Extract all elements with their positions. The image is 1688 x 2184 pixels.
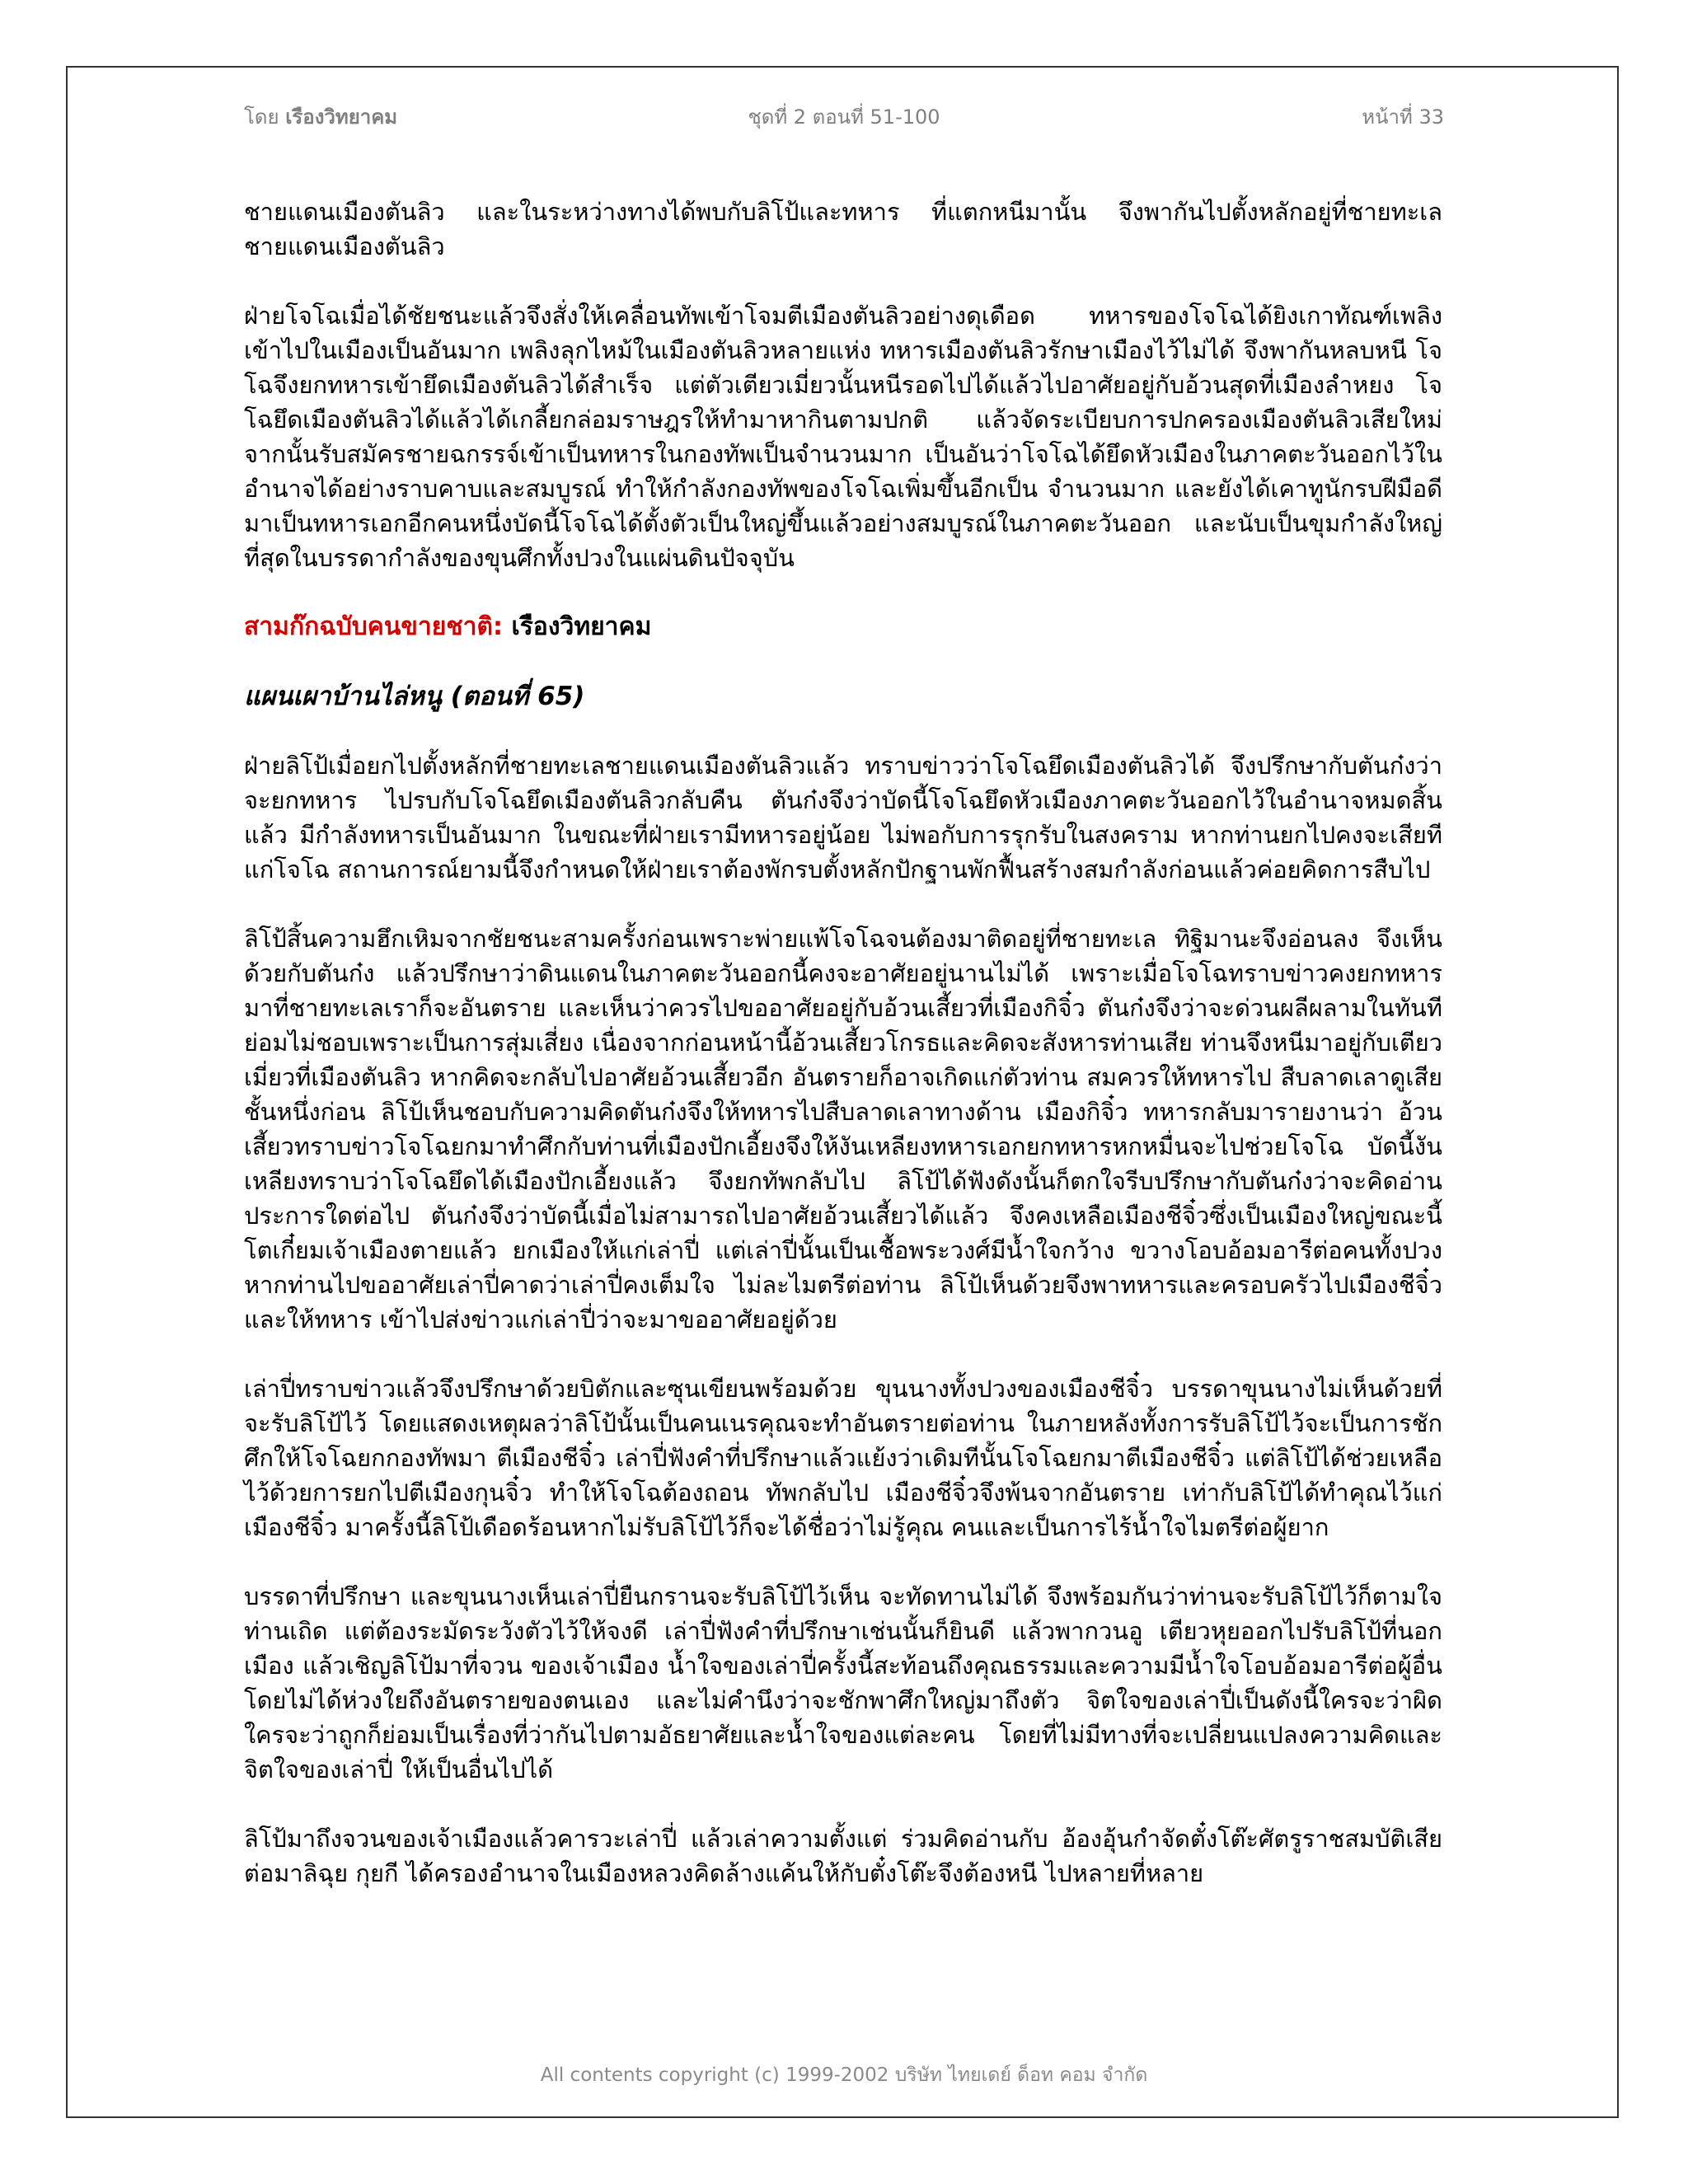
page-header bbox=[244, 101, 1444, 134]
copyright-footer: All contents copyright (c) 1999-2002 บริษัท ไทยเดย์ ด็อท คอม จำกัด bbox=[540, 2064, 1148, 2086]
heading-label: สามก๊กฉบับคนขายชาติ: bbox=[244, 612, 503, 641]
paragraph: เล่าปี่ทราบข่าวแล้วจึงปรึกษาด้วยบิตักและซุนเขียนพร้อมด้วย ขุนนางทั้งปวงของเมืองชีจิ๋ว บรรดาขุนนางไม่เห็นด้วยที่จะรับลิโป้ไว้ โดยแสดงเหตุผลว่าลิโป้นั้นเป็นคนเนรคุณจะทำอันตรายต่อท่าน ในภายหลังทั้งการรับลิโป้ไว้จะเป็นการชักศึกให้โจโฉยกกองทัพมา ตีเมืองชีจิ๋ว เล่าปี่ฟังคำที่ปรึกษาแล้วแย้งว่าเดิมทีนั้นโจโฉยกมาตีเมืองชีจิ๋ว แต่ลิโป้ได้ช่วยเหลือไว้ด้วยการยกไปตีเมืองกุนจิ๋ว ทำให้โจโฉต้องถอน ทัพกลับไป เมืองชีจิ๋วจึงพ้นจากอันตราย เท่ากับลิโป้ได้ทำคุณไว้แก่เมืองชีจิ๋ว มาครั้งนี้ลิโป้เดือดร้อนหากไม่รับลิโป้ไว้ก็จะได้ชื่อว่าไม่รู้คุณ คนและเป็นการไร้น้ำใจไมตรีต่อผู้ยาก bbox=[244, 1375, 1442, 1541]
section-heading bbox=[244, 610, 1442, 644]
author-prefix: โดย bbox=[244, 105, 279, 129]
header-page-number: หน้าที่ 33 bbox=[1362, 105, 1444, 129]
episode-title: แผนเผาบ้านไล่หนู (ตอนที่ 65) bbox=[244, 682, 585, 711]
paragraph: ลิโป้มาถึงจวนของเจ้าเมืองแล้วคารวะเล่าปี่ แล้วเล่าความตั้งแต่ ร่วมคิดอ่านกับ อ้องอุ้นกำจัดตั๋งโต๊ะศัตรูราชสมบัติเสีย ต่อมาลิฉุย กุยกี ได้ครองอำนาจในเมืองหลวงคิดล้างแค้นให้กับตั๋งโต๊ะจึงต้องหนี ไปหลายที่หลาย bbox=[244, 1825, 1442, 1887]
paragraph: ฝ่ายโจโฉเมื่อได้ชัยชนะแล้วจึงสั่งให้เคลื่อนทัพเข้าโจมตีเมืองตันลิวอย่างดุเดือด ทหารของโจโฉได้ยิงเกาทัณฑ์เพลิงเข้าไปในเมืองเป็นอันมาก เพลิงลุกไหม้ในเมืองตันลิวหลายแห่ง ทหารเมืองตันลิวรักษาเมืองไว้ไม่ได้ จึงพากันหลบหนี โจโฉจึงยกทหารเข้ายึดเมืองตันลิวได้สำเร็จ แต่ตัวเตียวเมี่ยวนั้นหนีรอดไปได้แล้วไปอาศัยอยู่กับอ้วนสุดที่เมืองลำหยง โจโฉยึดเมืองตันลิวได้แล้วได้เกลี้ยกล่อมราษฎรให้ทำมาหากินตามปกติ แล้วจัดระเบียบการปกครองเมืองตันลิวเสียใหม่ จากนั้นรับสมัครชายฉกรรจ์เข้าเป็นทหารในกองทัพเป็นจำนวนมาก เป็นอันว่าโจโฉได้ยึดหัวเมืองในภาคตะวันออกไว้ในอำนาจได้อย่างราบคาบและสมบูรณ์ ทำให้กำลังกองทัพของโจโฉเพิ่มขึ้นอีกเป็น จำนวนมาก และยังได้เคาทูนักรบฝีมือดีมาเป็นทหารเอกอีกคนหนึ่งบัดนี้โจโฉได้ตั้งตัวเป็นใหญ่ขึ้นแล้วอย่างสมบูรณ์ในภาคตะวันออก และนับเป็นขุมกำลังใหญ่ที่สุดในบรรดากำลังของขุนศึกทั้งปวงในแผ่นดินปัจจุบัน bbox=[244, 302, 1442, 572]
article-body bbox=[244, 194, 1442, 1891]
header-series: ชุดที่ 2 ตอนที่ 51-100 bbox=[748, 105, 940, 129]
paragraph: ลิโป้สิ้นความฮึกเหิมจากชัยชนะสามครั้งก่อนเพราะพ่ายแพ้โจโฉจนต้องมาติดอยู่ที่ชายทะเล ทิฐิมานะจึงอ่อนลง จึงเห็นด้วยกับตันก๋ง แล้วปรึกษาว่าดินแดนในภาคตะวันออกนี้คงจะอาศัยอยู่นานไม่ได้ เพราะเมื่อโจโฉทราบข่าวคงยกทหารมาที่ชายทะเลเราก็จะอันตราย และเห็นว่าควรไปขออาศัยอยู่กับอ้วนเสี้ยวที่เมืองกิจิ๋ว ตันก๋งจึงว่าจะด่วนผลีผลามในทันทีย่อมไม่ชอบเพราะเป็นการสุ่มเสี่ยง เนื่องจากก่อนหน้านี้อ้วนเสี้ยวโกรธและคิดจะสังหารท่านเสีย ท่านจึงหนีมาอยู่กับเตียวเมี่ยวที่เมืองตันลิว หากคิดจะกลับไปอาศัยอ้วนเสี้ยวอีก อันตรายก็อาจเกิดแก่ตัวท่าน สมควรให้ทหารไป สืบลาดเลาดูเสียชั้นหนึ่งก่อน ลิโป้เห็นชอบกับความคิดตันก๋งจึงให้ทหารไปสืบลาดเลาทางด้าน เมืองกิจิ๋ว ทหารกลับมารายงานว่า อ้วนเสี้ยวทราบข่าวโจโฉยกมาทำศึกกับท่านที่เมืองปักเอี้ยงจึงให้งันเหลียงทหารเอกยกทหารหกหมื่นจะไปช่วยโจโฉ บัดนี้งันเหลียงทราบว่าโจโฉยึดได้เมืองปักเอี้ยงแล้ว จึงยกทัพกลับไป ลิโป้ได้ฟังดังนั้นก็ตกใจรีบปรึกษากับตันก๋งว่าจะคิดอ่านประการใดต่อไป ตันก๋งจึงว่าบัดนี้เมื่อไม่สามารถไปอาศัยอ้วนเสี้ยวได้แล้ว จึงคงเหลือเมืองชีจิ๋วซึ่งเป็นเมืองใหญ่ขณะนี้โตเกี๋ยมเจ้าเมืองตายแล้ว ยกเมืองให้แก่เล่าปี่ แต่เล่าปี่นั้นเป็นเชื้อพระวงศ์มีน้ำใจกว้าง ขวางโอบอ้อมอารีต่อคนทั้งปวง หากท่านไปขออาศัยเล่าปี่คาดว่าเล่าปี่คงเต็มใจ ไม่ละไมตรีต่อท่าน ลิโป้เห็นด้วยจึงพาทหารและครอบครัวไปเมืองชีจิ๋ว และให้ทหาร เข้าไปส่งข่าวแก่เล่าปี่ว่าจะมาขออาศัยอยู่ด้วย bbox=[244, 925, 1442, 1333]
heading-author: เรืองวิทยาคม bbox=[511, 612, 652, 641]
paragraph: ชายแดนเมืองตันลิว และในระหว่างทางได้พบกับลิโป้และทหาร ที่แตกหนีมานั้น จึงพากันไปตั้งหลักอยู่ที่ชายทะเลชายแดนเมืองตันลิว bbox=[244, 198, 1442, 260]
author-name: เรืองวิทยาคม bbox=[285, 105, 398, 129]
paragraph: ฝ่ายลิโป้เมื่อยกไปตั้งหลักที่ชายทะเลชายแดนเมืองตันลิวแล้ว ทราบข่าวว่าโจโฉยึดเมืองตันลิวได้ จึงปรึกษากับตันก๋งว่าจะยกทหาร ไปรบกับโจโฉยึดเมืองตันลิวกลับคืน ตันก๋งจึงว่าบัดนี้โจโฉยึดหัวเมืองภาคตะวันออกไว้ในอำนาจหมดสิ้นแล้ว มีกำลังทหารเป็นอันมาก ในขณะที่ฝ่ายเรามีทหารอยู่น้อย ไม่พอกับการรุกรับในสงคราม หากท่านยกไปคงจะเสียทีแก่โจโฉ สถานการณ์ยามนี้จึงกำหนดให้ฝ่ายเราต้องพักรบตั้งหลักปักฐานพักฟื้นสร้างสมกำลังก่อนแล้วค่อยคิดการสืบไป bbox=[244, 752, 1442, 883]
paragraph: บรรดาที่ปรึกษา และขุนนางเห็นเล่าปี่ยืนกรานจะรับลิโป้ไว้เห็น จะทัดทานไม่ได้ จึงพร้อมกันว่าท่านจะรับลิโป้ไว้ก็ตามใจท่านเถิด แต่ต้องระมัดระวังตัวไว้ให้จงดี เล่าปี่ฟังคำที่ปรึกษาเช่นนั้นก็ยินดี แล้วพากวนอู เตียวหุยออกไปรับลิโป้ที่นอกเมือง แล้วเชิญลิโป้มาที่จวน ของเจ้าเมือง น้ำใจของเล่าปี่ครั้งนี้สะท้อนถึงคุณธรรมและความมีน้ำใจโอบอ้อมอารีต่อผู้อื่นโดยไม่ได้ห่วงใยถึงอันตรายของตนเอง และไม่คำนึงว่าจะชักพาศึกใหญ่มาถึงตัว จิตใจของเล่าปี่เป็นดังนี้ใครจะว่าผิด ใครจะว่าถูกก็ย่อมเป็นเรื่องที่ว่ากันไปตามอัธยาศัยและน้ำใจของแต่ละคน โดยที่ไม่มีทางที่จะเปลี่ยนแปลงความคิดและจิตใจของเล่าปี่ ให้เป็นอื่นไปได้ bbox=[244, 1582, 1442, 1783]
